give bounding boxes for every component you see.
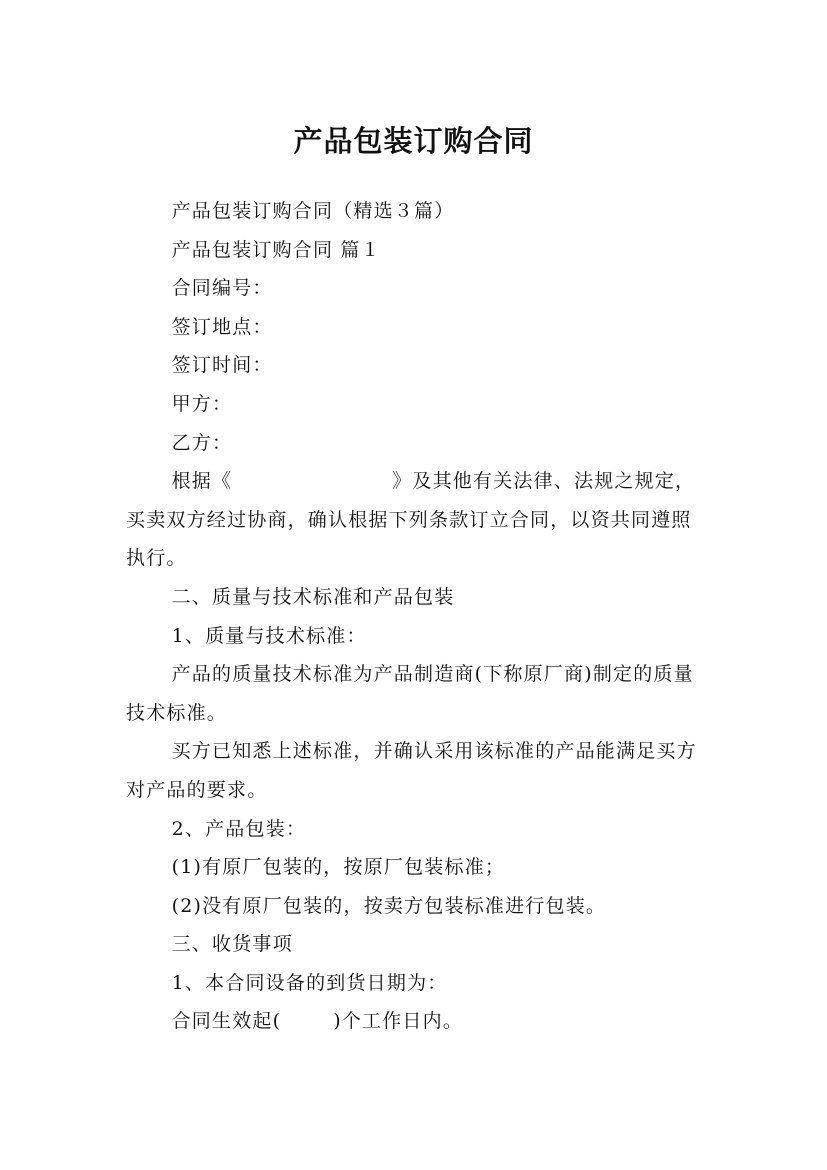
section2-heading: 二、质量与技术标准和产品包装 (171, 585, 455, 608)
field-party-b: 乙方： (171, 431, 233, 454)
preamble-after: 》及其他有关法律、法规之规定，买卖双方经过协商，确认根据下列条款订立合同，以资共同遵照执行。 (126, 470, 696, 570)
preamble-before: 根据《 (171, 470, 233, 493)
section3-item1-title: 1、本合同设备的到货日期为： (171, 971, 448, 994)
section2-item2-a: (1)有原厂包装的，按原厂包装标准； (171, 856, 506, 879)
section3-item1-text (126, 1002, 704, 1041)
document-title: 产品包装订购合同 (293, 124, 534, 159)
days-after: )个工作日内。 (333, 1010, 464, 1033)
intro-line: 产品包装订购合同（精选３篇） (171, 200, 455, 222)
section2-item1-title: 1、质量与技术标准： (171, 624, 367, 647)
preamble-paragraph (126, 462, 704, 578)
field-party-a: 甲方： (171, 392, 233, 415)
section2-item2-b: (2)没有原厂包装的，按卖方包装标准进行包装。 (171, 894, 607, 917)
days-before: 合同生效起( (171, 1010, 282, 1033)
document-body (126, 192, 704, 1041)
section2-item1-text2: 买方已知悉上述标准，并确认采用该标准的产品能满足买方对产品的要求。 (126, 740, 697, 801)
field-sign-time: 签订时间： (171, 354, 273, 377)
section2-item1-text: 产品的质量技术标准为产品制造商(下称原厂商)制定的质量技术标准。 (126, 663, 694, 724)
part-heading: 产品包装订购合同 篇１ (171, 238, 381, 261)
field-sign-place: 签订地点： (171, 315, 273, 338)
section2-item2-title: 2、产品包装： (171, 817, 307, 840)
section3-heading: 三、收货事项 (171, 933, 293, 956)
field-contract-no: 合同编号： (171, 277, 273, 300)
